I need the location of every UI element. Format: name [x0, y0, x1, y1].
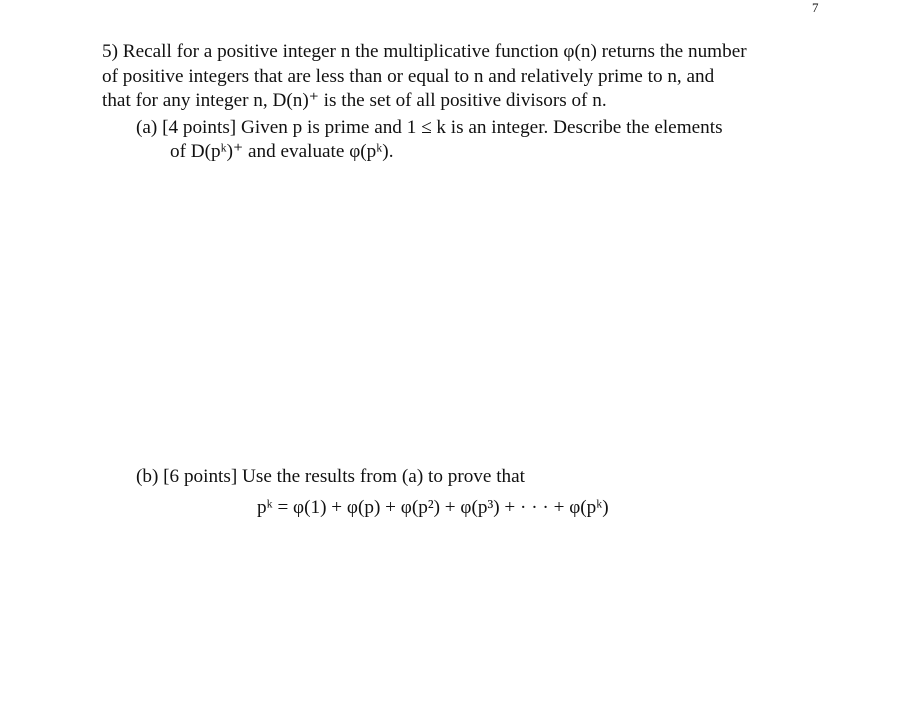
- intro-line-2: of positive integers that are less than or equal to n and relatively prime to n, and: [102, 65, 715, 87]
- part-b-line-1: (b) [6 points] Use the results from (a) to prove that: [136, 466, 525, 487]
- part-b: [136, 465, 822, 490]
- part-b-equation: pᵏ = φ(1) + φ(p) + φ(p²) + φ(p³) + · · · + φ(pᵏ): [257, 497, 609, 518]
- page-number: 7: [812, 0, 819, 15]
- problem-5: [102, 40, 822, 165]
- intro-line-1: 5) Recall for a positive integer n the multiplicative function φ(n) returns the number: [102, 41, 747, 62]
- part-a-line-2: of D(pᵏ)⁺ and evaluate φ(pᵏ).: [170, 141, 394, 162]
- part-a-line-1: (a) [4 points] Given p is prime and 1 ≤ k is an integer. Describe the elements: [136, 116, 723, 138]
- part-a: [136, 116, 822, 165]
- problem-intro: [102, 40, 822, 114]
- intro-line-3: that for any integer n, D(n)⁺ is the set of all positive divisors of n.: [102, 90, 607, 111]
